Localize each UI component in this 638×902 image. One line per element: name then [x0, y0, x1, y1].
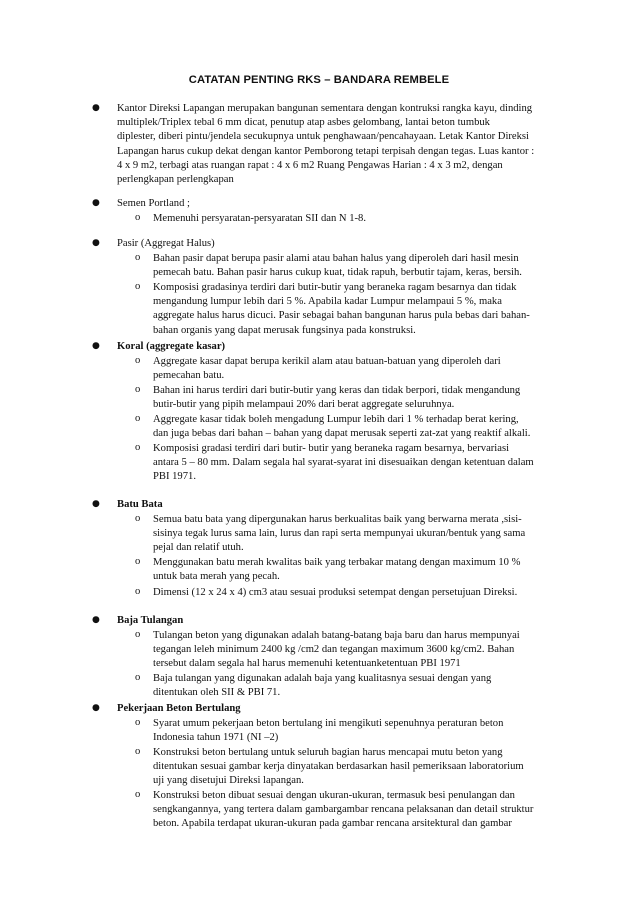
koral-item-line: antara 5 – 80 mm. Dalam segala hal syarat-syarat ini disesuaikan dengan ketentuan dalam: [153, 457, 534, 469]
sub-bullet: o: [135, 789, 141, 800]
koral-item: [153, 384, 567, 412]
batu-item-line: untuk bata merah yang pecah.: [153, 571, 280, 583]
pasir-item-line: mengandung lumpur lebih dari 5 %. Apabila kadar Lumpur melampaui 5 %, maka: [153, 296, 502, 308]
batu-item: [153, 513, 567, 556]
koral-item: [153, 413, 567, 441]
koral-heading: Koral (aggregate kasar): [117, 341, 226, 352]
baja-heading: Baja Tulangan: [117, 615, 184, 626]
sub-bullet: o: [135, 586, 141, 597]
koral-item: [153, 355, 567, 383]
sub-bullet: o: [135, 252, 141, 263]
baja-item-line: tersebut dalam segala hal harus memenuhi ketentuanketentuan PBI 1971: [153, 658, 461, 670]
batu-heading: Batu Bata: [117, 499, 163, 510]
bullet-dot: ●: [92, 615, 100, 625]
sub-bullet: o: [135, 442, 141, 453]
kantor-paragraph-line: perlengkapan perlengkapan: [117, 174, 234, 186]
bullet-dot: ●: [92, 198, 100, 208]
koral-item-line: butir-butir yang pipih melampaui 20% dari berat aggregate seluruhnya.: [153, 399, 455, 411]
baja-item-line: Baja tulangan yang digunakan adalah baja yang kualitasnya sesuai dengan yang: [153, 673, 492, 684]
pekerjaan-item-line: uji yang disetujui Direksi lapangan.: [153, 775, 304, 787]
semen-item: [153, 212, 567, 226]
kantor-paragraph-line: multiplek/Triplex tebal 6 mm dicat, penutup atap asbes gelombang, lantai beton tumbuk: [117, 117, 490, 129]
pekerjaan-heading: Pekerjaan Beton Bertulang: [117, 703, 241, 714]
sub-bullet: o: [135, 413, 141, 424]
pasir-heading: Pasir (Aggregat Halus): [117, 238, 215, 249]
baja-item-line: ditentukan oleh SII & PBI 71.: [153, 687, 281, 699]
pasir-item: [153, 252, 567, 280]
batu-item: [153, 586, 567, 600]
koral-item: [153, 442, 567, 485]
pasir-item: [153, 281, 567, 338]
sub-bullet: o: [135, 629, 141, 640]
pekerjaan-item-line: Konstruksi beton bertulang untuk seluruh bagian harus mencapai mutu beton yang: [153, 747, 503, 758]
batu-item-line: sisinya tegak lurus sama lain, lurus dan rapi serta mempunyai ukuran/bentuk yang sama: [153, 528, 526, 540]
pasir-item-line: aggregate halus harus dicuci. Pasir sebagai bahan bangunan harus pula bebas dari bahan-: [153, 310, 530, 322]
baja-item-line: tegangan leleh minimum 2400 kg /cm2 dan tegangan maximum 3600 kg/cm2. Bahan: [153, 644, 515, 656]
sub-bullet: o: [135, 355, 141, 366]
pasir-item-line: bahan organis yang dapat merusak fungsinya pada konstruksi.: [153, 324, 416, 336]
sub-bullet: o: [135, 717, 141, 728]
koral-item-line: Bahan ini harus terdiri dari butir-butir yang keras dan tidak berpori, tidak mengandung: [153, 385, 521, 396]
baja-item-line: Tulangan beton yang digunakan adalah batang-batang baja baru dan harus mempunyai: [153, 630, 520, 641]
baja-item: [153, 629, 567, 672]
koral-item-line: dan juga bebas dari bahan – bahan yang dapat merusak seperti zat-zat yang reaktif alkali.: [153, 428, 531, 440]
bullet-dot: ●: [92, 341, 100, 351]
pekerjaan-item: [153, 746, 567, 789]
koral-item-line: PBI 1971.: [153, 471, 196, 483]
batu-item-line: Menggunakan batu merah kwalitas baik yang terbakar matang dengan maximum 10 %: [153, 557, 521, 568]
sub-bullet: o: [135, 746, 141, 757]
pekerjaan-item-line: Syarat umum pekerjaan beton bertulang ini mengikuti sepenuhnya peraturan beton: [153, 718, 504, 729]
koral-item-line: pemecahan batu.: [153, 370, 225, 382]
baja-item: [153, 672, 567, 700]
bullet-dot: ●: [92, 238, 100, 248]
koral-item-line: Aggregate kasar dapat berupa kerikil alam atau batuan-batuan yang diperoleh dari: [153, 356, 501, 367]
pasir-item-line: Bahan pasir dapat berupa pasir alami atau bahan halus yang diperoleh dari hasil mesin: [153, 253, 519, 264]
kantor-paragraph-line: Lapangan harus cukup dekat dengan kantor Pemborong tetapi terpisah dengan tegas. Luas kantor :: [117, 145, 535, 157]
batu-item-line: Semua batu bata yang dipergunakan harus berkualitas baik yang berwarna merata ,sisi-: [153, 514, 522, 525]
sub-bullet: o: [135, 212, 141, 223]
pasir-item-line: pemecah batu. Bahan pasir harus cukup kuat, tidak rapuh, berbutir tajam, keras, bersih.: [153, 267, 522, 279]
pekerjaan-item-line: ditentukan sesuai gambar kerja dinyatakan berdasarkan hasil pemeriksaan laboratorium: [153, 761, 524, 773]
semen-heading: Semen Portland ;: [117, 198, 190, 209]
batu-item-line: pejal dan relatif utuh.: [153, 542, 244, 554]
sub-bullet: o: [135, 672, 141, 683]
kantor-paragraph-line: 4 x 9 m2, terbagi atas ruangan rapat : 4 x 6 m2 Ruang Pengawas Harian : 4 x 3 m2, dengan: [117, 159, 503, 171]
kantor-paragraph: [117, 102, 567, 187]
sub-bullet: o: [135, 384, 141, 395]
kantor-paragraph-line: Kantor Direksi Lapangan merupakan bangunan sementara dengan kontruksi rangka kayu, dinding: [117, 103, 533, 114]
bullet-dot: ●: [92, 499, 100, 509]
sub-bullet: o: [135, 513, 141, 524]
batu-item: [153, 556, 567, 584]
sub-bullet: o: [135, 556, 141, 567]
sub-bullet: o: [135, 281, 141, 292]
pekerjaan-item: [153, 789, 567, 832]
koral-item-line: Komposisi gradasi terdiri dari butir- butir yang beraneka ragam besarnya, bervariasi: [153, 443, 510, 454]
pekerjaan-item: [153, 717, 567, 745]
pekerjaan-item-line: beton. Apabila terdapat ukuran-ukuran pada gambar rencana arsitektural dan gambar: [153, 818, 512, 830]
document-title: CATATAN PENTING RKS – BANDARA REMBELE: [188, 74, 450, 86]
semen-item-line: Memenuhi persyaratan-persyaratan SII dan N 1-8.: [153, 213, 366, 224]
kantor-paragraph-line: diplester, diberi pintu/jendela secukupnya untuk penghawaan/pencahayaan. Letak Kantor Direksi: [117, 131, 529, 143]
pekerjaan-item-line: sengkangannya, yang tertera dalam gambargambar rencana pelaksanan dan detail struktur: [153, 804, 534, 816]
koral-item-line: Aggregate kasar tidak boleh mengadung Lumpur lebih dari 1 % terhadap berat kering,: [153, 414, 519, 425]
pasir-item-line: Komposisi gradasinya terdiri dari butir-butir yang beraneka ragam besarnya dan tidak: [153, 282, 517, 293]
pekerjaan-item-line: Indonesia tahun 1971 (NI –2): [153, 732, 279, 744]
pekerjaan-item-line: Konstruksi beton dibuat sesuai dengan ukuran-ukuran, termasuk besi penulangan dan: [153, 790, 515, 801]
bullet-dot: ●: [92, 103, 100, 113]
batu-item-line: Dimensi (12 x 24 x 4) cm3 atau sesuai produksi setempat dengan persetujuan Direksi.: [153, 587, 518, 598]
bullet-dot: ●: [92, 703, 100, 713]
